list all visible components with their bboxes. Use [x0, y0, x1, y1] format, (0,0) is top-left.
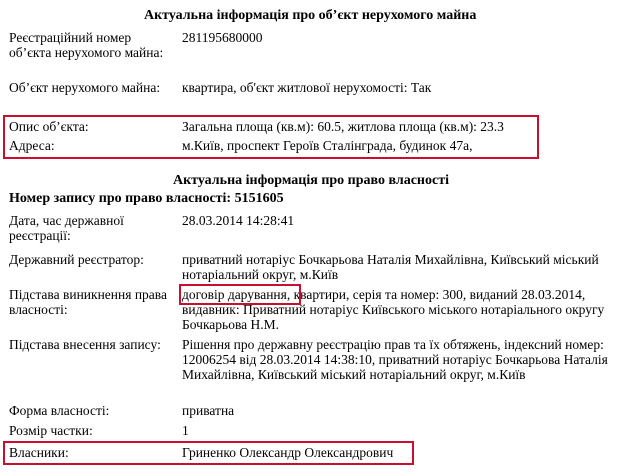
registration-date-value: 28.03.2014 14:28:41 [182, 213, 295, 228]
address-value: м.Київ, проспект Героїв Сталінграда, будинок 47а, [182, 138, 473, 153]
record-number: Номер запису про право власності: 5151605 [9, 191, 284, 206]
registrar-label: Державний реєстратор: [9, 252, 144, 267]
owners-value: Гриненко Олександр Олександрович [182, 445, 394, 460]
registrar-value: приватний нотаріус Бочкарьова Наталія Михайлівна, Київський міський нотаріальний округ, м.Київ [182, 252, 599, 282]
object-type-value: квартира, об'єкт житлової нерухомості: Так [182, 80, 432, 95]
object-type-label: Об’єкт нерухомого майна: [9, 80, 161, 95]
registration-number-value: 281195680000 [182, 30, 263, 45]
ownership-form-label: Форма власності: [9, 403, 110, 418]
share-size-value: 1 [182, 423, 189, 438]
share-size-label: Розмір частки: [9, 423, 93, 438]
object-description-label: Опис об’єкта: [9, 119, 89, 134]
entry-basis-label: Підстава внесення запису: [9, 337, 161, 352]
entry-basis-value: Рішення про державну реєстрацію прав та їх обтяжень, індексний номер: 12006254 від 28.03.2014 14:38:10, приватний нотаріус Бочкарьова Наталія Михайлівна, Київський міський нотаріальний округ, м.Київ [182, 337, 608, 382]
object-description-value: Загальна площа (кв.м): 60.5, житлова площа (кв.м): 23.3 [182, 119, 504, 134]
gift-agreement-highlight: договір дарування [182, 287, 287, 302]
ownership-basis-value [182, 287, 632, 332]
registration-date-label: Дата, час державної реєстрації: [9, 213, 124, 243]
object-section-title: Актуальна інформація про об’єкт нерухомого майна [144, 8, 477, 23]
address-label: Адреса: [9, 138, 55, 153]
ownership-basis-rest: , квартири, серія та номер: 300, виданий 28.03.2014, видавник: Приватний нотаріус Київського міського нотаріального округу Бочкарьова Н.М. [182, 287, 605, 332]
owners-label: Власники: [9, 445, 69, 460]
ownership-form-value: приватна [182, 403, 235, 418]
ownership-section-title: Актуальна інформація про право власності [173, 173, 449, 188]
ownership-basis-label: Підстава виникнення права власності: [9, 287, 167, 317]
registration-number-label: Реєстраційний номер об’єкта нерухомого майна: [9, 30, 164, 60]
